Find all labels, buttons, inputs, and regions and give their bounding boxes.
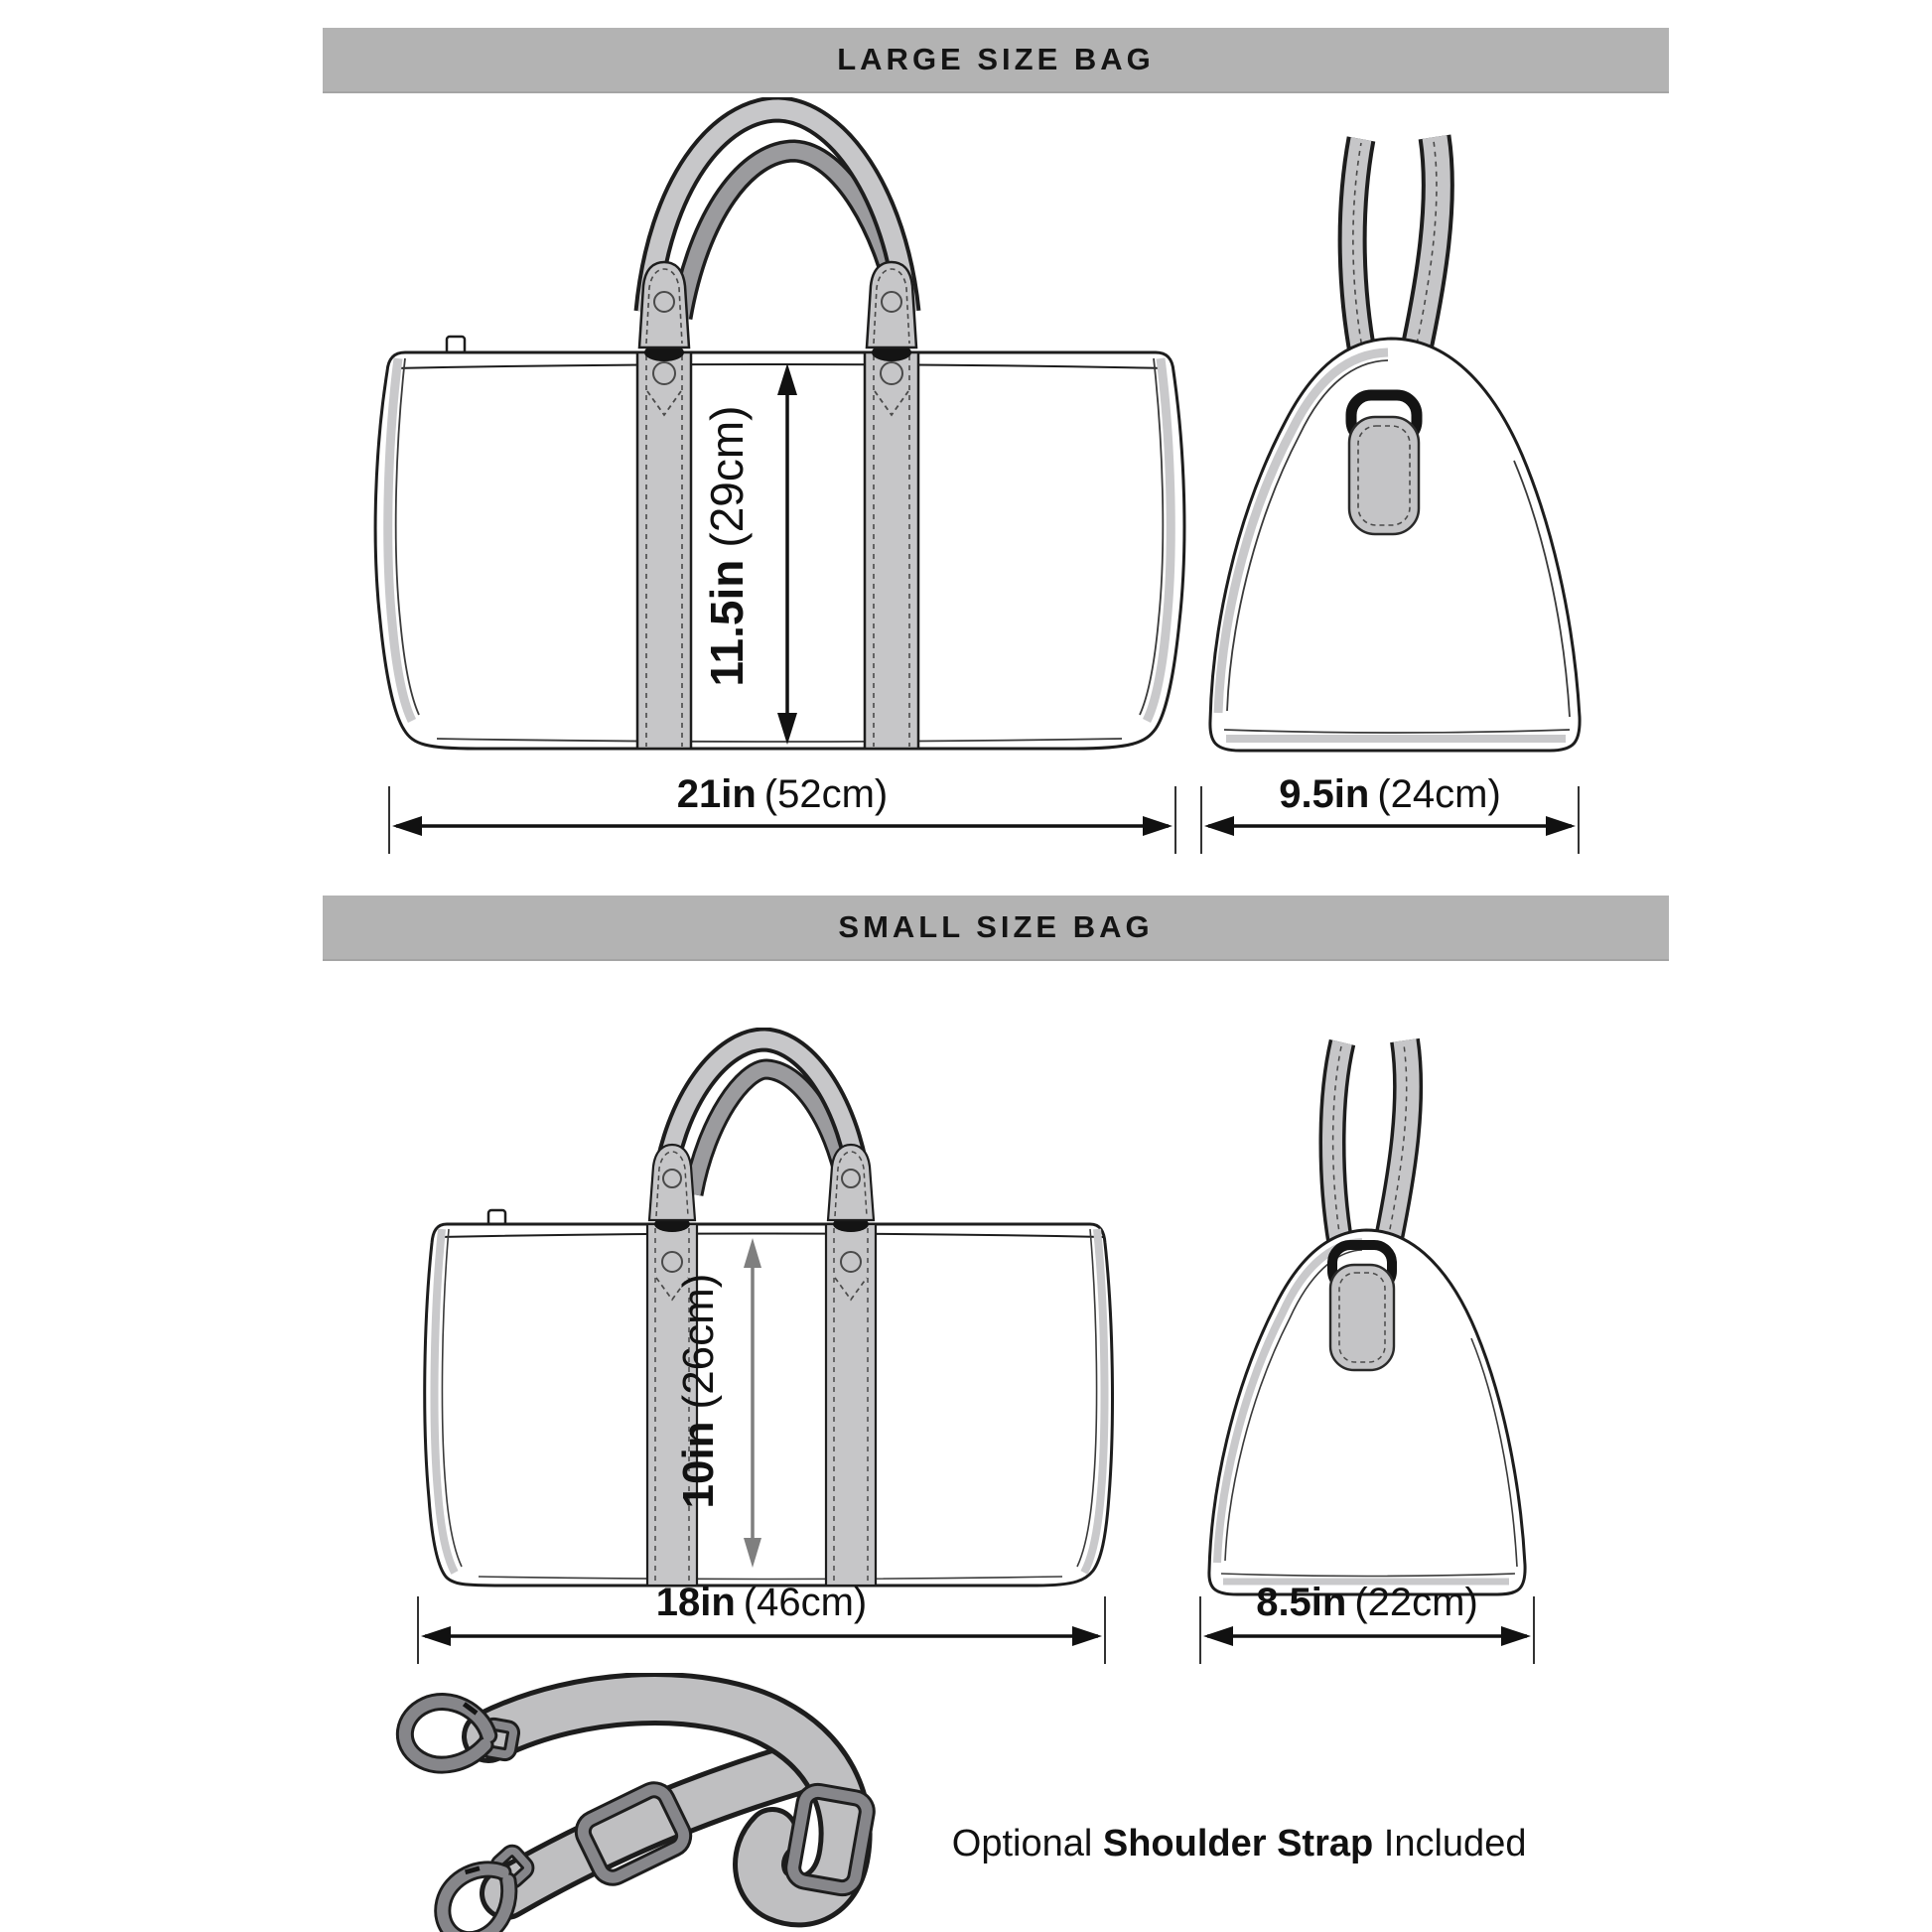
large-front-width-label: 21in (52cm) [676, 772, 889, 816]
shoulder-strap-note [910, 1780, 1527, 1908]
large-front-handles [647, 109, 907, 318]
large-section-header [323, 28, 1669, 93]
small-side-handles [1326, 1040, 1410, 1255]
small-side-depth-arrow [1197, 1596, 1537, 1672]
note-bold: Shoulder Strap [1102, 1823, 1374, 1864]
small-front-height-label: 10in(26cm) [674, 1273, 723, 1509]
large-side-handles [1348, 137, 1438, 370]
small-section-header [323, 896, 1669, 961]
zipper-pull [447, 337, 465, 353]
large-section-title: LARGE SIZE BAG [837, 42, 1155, 76]
large-front-width-arrow [386, 786, 1178, 862]
large-side-depth-arrow [1198, 786, 1582, 862]
small-side-depth-label: 8.5in (22cm) [1256, 1581, 1478, 1624]
small-bag-side-view [1191, 1035, 1588, 1598]
small-front-width-label: 18in (46cm) [655, 1581, 868, 1624]
note-prefix: Optional [951, 1823, 1103, 1864]
large-front-height-label: 11.5in(29cm) [701, 405, 753, 687]
large-front-body [375, 337, 1184, 749]
small-front-handle-tabs [649, 1145, 874, 1232]
large-front-handle-tabs [639, 262, 916, 361]
small-front-body [425, 1210, 1113, 1586]
shoulder-strap-illustration [318, 1673, 903, 1932]
large-bag-front-view [367, 97, 1191, 782]
small-front-handles [663, 1039, 860, 1196]
large-side-depth-label: 9.5in (24cm) [1279, 772, 1501, 816]
small-front-width-arrow [415, 1596, 1108, 1672]
small-bag-front-view [417, 1028, 1122, 1598]
small-section-title: SMALL SIZE BAG [838, 909, 1154, 944]
note-suffix: Included [1373, 1823, 1527, 1864]
large-bag-side-view [1196, 127, 1633, 777]
